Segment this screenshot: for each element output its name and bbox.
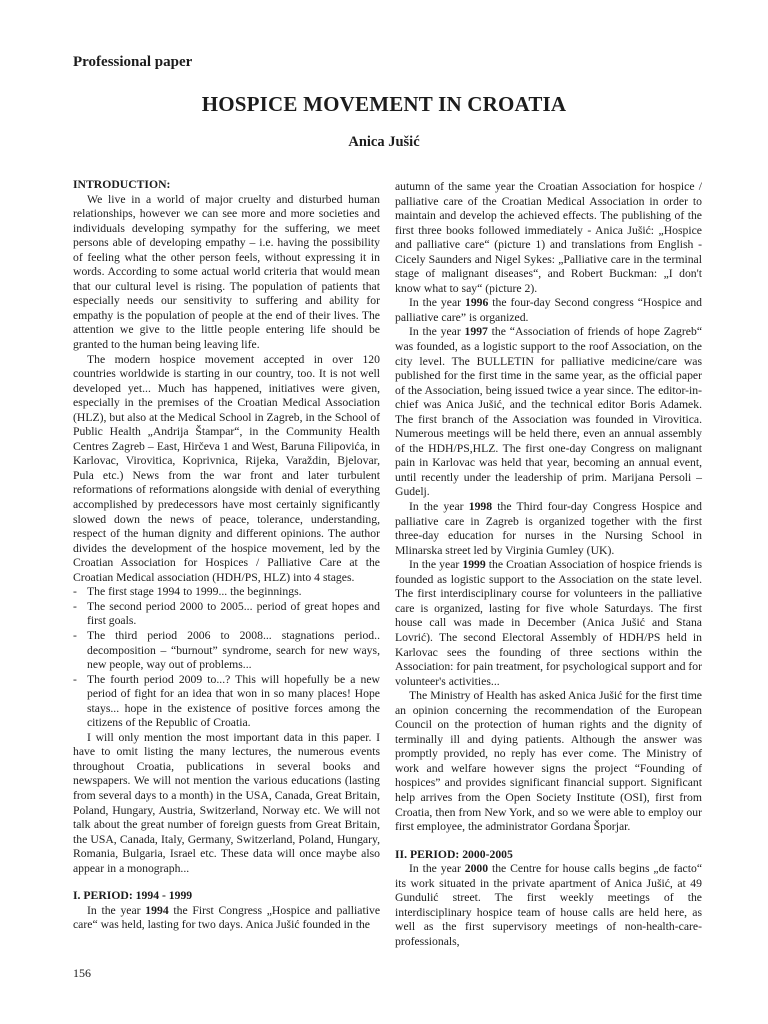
stage-item-1: - The first stage 1994 to 1999... the beginnings.: [73, 585, 380, 600]
paper-type-label: Professional paper: [73, 54, 193, 70]
period-1-paragraph: In the year 1994 the First Congress „Hospice and palliative care“ was held, lasting for two days. Anica Jušić founded in the: [73, 903, 381, 932]
continuation-paragraph: autumn of the same year the Croatian Association for hospice / palliative care of the Croatian Medical Association in order to maintain and develop the achieved effects. The publishing of the first three books followed immediately - Anica Jušić: „Hospice and palliative care“ (picture 1) and translations from English - Cicely Saunders and Nigel Sykes: „Palliative care in the terminal stage of malignant diseases“, and Robert Buckman: „I don't know what to say“ (picture 2).: [395, 180, 702, 295]
intro-paragraph-3: I will only mention the most important data in this paper. I have to omit listing the many lectures, the numerous events throughout Croatia, publications in several books and newspapers. We will not mention the various educations (lasting from several days to a month) in the USA, Canada, Great Britain, Poland, Hungary, Austria, Switzerland, Norway etc. We will not talk about the great number of foreign guests from Great Britain, the USA, Canada, Italy, Germany, Switzerland, Poland, Hungary, Romania, Bulgaria, Israel etc. These data will once maybe also appear in a monograph...: [73, 730, 380, 875]
paragraph-1997: In the year 1997 the “Association of friends of hope Zagreb“ was founded, as a logistic support to the roof Association, on the city level. The BULLETIN for palliative medicine/care was published for the first time in the same year, as the official paper of the Association, being issued twice a year since. The editor-in-chief was Anica Jušić, and the technical editor Boris Adamek. The first branch of the Association was founded in Virovitica. Numerous meetings will be held there, even an annual assembly of the HDH/PS,HLZ. The first one-day Congress on malignant pain in Karlovac was held that year, becoming an annual event, until recently under the leadership of prim. Marijana Persoli – Gudelj.: [395, 325, 703, 499]
year-1999: 1999: [462, 558, 486, 572]
introduction-heading: INTRODUCTION:: [73, 178, 171, 191]
period-2-heading: II. PERIOD: 2000-2005: [395, 847, 513, 861]
year-2000: 2000: [464, 862, 489, 876]
stage-item-4: - The fourth period 2009 to...? This will hopefully be a new period of fight for an idea that won in so many places! Hope stays... hope in the existence of positive forces among the citizens of the Republic of Croatia.: [73, 673, 380, 731]
paragraph-1998: In the year 1998 the Third four-day Congress Hospice and palliative care in Zagreb is organized together with the first three-day education for nurses in the Nursing School in Mlinarska street led by Virginia Gumley (UK).: [395, 500, 702, 557]
period-1-heading: I. PERIOD: 1994 - 1999: [73, 889, 193, 903]
left-column: [73, 178, 380, 933]
year-1997: 1997: [464, 325, 488, 339]
intro-paragraph-1: We live in a world of major cruelty and disturbed human relationships, however we can see more and more societies and individuals developing sympathy for the suffering, we meet persons able of developing empathy – i.e. having the possibility of feeling what the other person feels, without expressing it in words. According to some actual world criteria that would mean that our cultural level is rising. The population of patients that especially needs our sensitivity to suffering and ability for empathy is the population of people at the end of their lives. The attention we give to the little people entering life should be granted to the human being leaving life.: [73, 192, 380, 352]
page-number: 156: [73, 966, 91, 980]
stages-list: [73, 585, 380, 730]
paragraph-2000: In the year 2000 the Centre for house calls begins „de facto“ its work situated in the private apartment of Anica Jušić, at 49 Gundulić street. The first weekly meetings of the interdisciplinary hospice team of house calls are held here, as well as the first supervisory meetings of non-health-care-professionals,: [395, 862, 703, 948]
author-name: Anica Jušić: [348, 134, 420, 150]
intro-paragraph-2: The modern hospice movement accepted in over 120 countries worldwide is starting in our country, too. It is not well developed yet... Much has happened, initiatives were given, especially in the premises of the Croatian Medical Association (HLZ), but also at the Medical School in Zagreb, in the School of Public Health „Andrija Štampar“, in the Community Health Centres Zagreb – East, Hirčeva 1 and West, Baruna Filipovića, in Karlovac, Virovitica, Koprivnica, Rijeka, Varaždin, Bjelovar, Pula etc.) News from the war front and later turbulent reformations of reformations alongside with denial of everything accomplished by predecessors have most certainly significantly slowed down the news of peace, tolerance, understanding, respect of the human dignity and different opinions. The author divides the development of the hospice movement, led by the Croatian Association for Hospices / Palliative Care at the Croatian Medical association (HDH/PS, HLZ) into 4 stages.: [73, 352, 380, 584]
stage-item-2: - The second period 2000 to 2005... period of great hopes and first goals.: [73, 600, 380, 629]
year-1994: 1994: [145, 903, 169, 917]
year-1996: 1996: [464, 296, 489, 310]
right-column: [395, 180, 702, 949]
paragraph-1999: In the year 1999 the Croatian Association of hospice friends is founded as logistic support to the Association on the state level. The first interdisciplinary course for volunteers in the palliative care is organized, lasting for five whole Saturdays. The first house call was made in December (Anica Jušić and Stana Lovrić). The second Electoral Assembly of HDH/PS held in Karlovac sees the founding of three sections within the Association: for pain treatment, for psychological support and for volunteer's activities...: [395, 558, 703, 688]
year-1998: 1998: [468, 500, 493, 514]
stage-item-3: - The third period 2006 to 2008... stagnations period.. decomposition – “burnout” syndrome, search for new ways, new people, way out of problems...: [73, 629, 380, 673]
paragraph-ministry: The Ministry of Health has asked Anica Jušić for the first time an opinion concerning the recommendation of the European Council on the protection of human rights and the dignity of terminally ill and dying patients. Although the answer was promptly provided, no reply has ever come. The Ministry of work and welfare however signs the project “Founding of hospices” and provides significant financial support. Significant help arrives from the Open Society Institute (OSI), first from Croatia, then from New York, and so we were able to employ our first employee, the administrator Gordana Šporjar.: [395, 689, 702, 834]
paragraph-1996: In the year 1996 the four-day Second congress “Hospice and palliative care” is organized.: [395, 296, 703, 324]
page-title: HOSPICE MOVEMENT IN CROATIA: [201, 92, 567, 116]
